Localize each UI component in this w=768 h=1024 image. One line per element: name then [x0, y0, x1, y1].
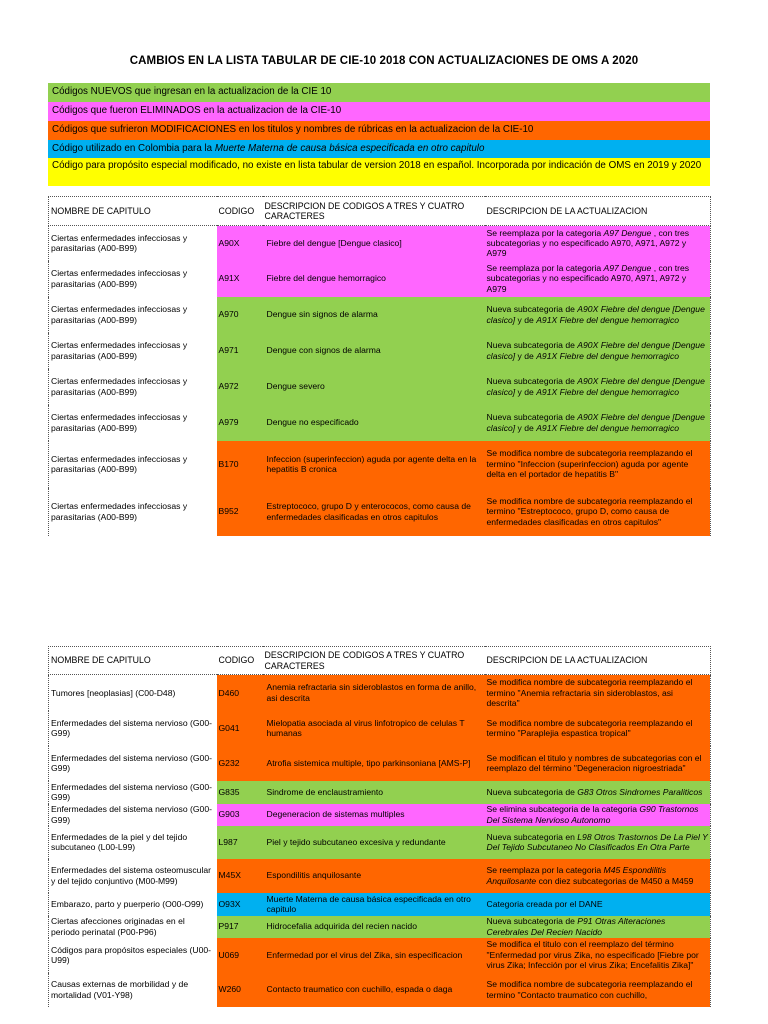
header-description: DESCRIPCION DE CODIGOS A TRES Y CUATRO CARACTERES	[263, 197, 485, 226]
code-cell: G041	[217, 711, 263, 746]
table-row	[49, 297, 711, 333]
legend-new-codes: Códigos NUEVOS que ingresan en la actualizacion de la CIE 10	[48, 83, 710, 102]
description-cell: Degeneracion de sistemas multiples	[263, 804, 485, 826]
page-title: CAMBIOS EN LA LISTA TABULAR DE CIE-10 2018 CON ACTUALIZACIONES DE OMS A 2020	[129, 55, 639, 67]
table-row	[49, 859, 711, 893]
table-row	[49, 826, 711, 859]
chapter-cell: Enfermedades del sistema nervioso (G00-G99)	[49, 804, 217, 826]
description-cell: Enfermedad por el virus del Zika, sin especificacion	[263, 938, 485, 973]
chapter-cell: Tumores [neoplasias] (C00-D48)	[49, 675, 217, 711]
legend-modified-codes: Códigos que sufrieron MODIFICACIONES en los titulos y nombres de rúbricas en la actualizacion de la CIE-10	[48, 121, 710, 140]
code-cell: G232	[217, 746, 263, 781]
code-cell: G903	[217, 804, 263, 826]
update-cell: Se modifica nombre de subcategoria reemplazando el termino "Contacto traumatico con cuchillo,	[485, 973, 711, 1007]
table-row	[49, 226, 711, 261]
table-row	[49, 781, 711, 804]
chapter-cell: Ciertas enfermedades infecciosas y parasitarias (A00-B99)	[49, 369, 217, 405]
code-cell: B170	[217, 441, 263, 488]
table-row	[49, 261, 711, 297]
table-row	[49, 333, 711, 369]
description-cell: Sindrome de enclaustramiento	[263, 781, 485, 804]
chapter-cell: Códigos para propósitos especiales (U00-U99)	[49, 938, 217, 973]
table-row	[49, 675, 711, 711]
header-code: CODIGO	[217, 647, 263, 675]
chapter-cell: Enfermedades del sistema nervioso (G00-G99)	[49, 746, 217, 781]
header-code: CODIGO	[217, 197, 263, 226]
chapter-cell: Ciertas enfermedades infecciosas y parasitarias (A00-B99)	[49, 261, 217, 297]
color-legend	[48, 83, 710, 186]
chapter-cell: Ciertas enfermedades infecciosas y parasitarias (A00-B99)	[49, 226, 217, 261]
table-row	[49, 916, 711, 938]
update-cell: Nueva subcategoria de A90X Fiebre del dengue [Dengue clasico] y de A91X Fiebre del dengue hemorragico	[485, 405, 711, 441]
description-cell: Dengue con signos de alarma	[263, 333, 485, 369]
table-row	[49, 405, 711, 441]
chapter-cell: Ciertas enfermedades infecciosas y parasitarias (A00-B99)	[49, 441, 217, 488]
update-cell: Nueva subcategoria de A90X Fiebre del dengue [Dengue clasico] y de A91X Fiebre del dengue hemorragico	[485, 369, 711, 405]
legend-deleted-codes: Códigos que fueron ELIMINADOS en la actualizacion de la CIE-10	[48, 102, 710, 121]
chapter-cell: Embarazo, parto y puerperio (O00-O99)	[49, 893, 217, 916]
description-cell: Espondilitis anquilosante	[263, 859, 485, 893]
description-cell: Contacto traumatico con cuchillo, espada o daga	[263, 973, 485, 1007]
table-row	[49, 973, 711, 1007]
update-cell: Se modifican el titulo y nombres de subcategorias con el reemplazo del término "Degeneracion nigroestriada"	[485, 746, 711, 781]
description-cell: Estreptococo, grupo D y enterococos, como causa de enfermedades clasificadas en otros capitulos	[263, 488, 485, 536]
code-cell: M45X	[217, 859, 263, 893]
table-row	[49, 441, 711, 488]
header-description: DESCRIPCION DE CODIGOS A TRES Y CUATRO CARACTERES	[263, 647, 485, 675]
description-cell: Fiebre del dengue hemorragico	[263, 261, 485, 297]
update-cell: Nueva subcategoria de G83 Otros Sindromes Paraliticos	[485, 781, 711, 804]
code-cell: B952	[217, 488, 263, 536]
table-header-row	[49, 197, 711, 226]
description-cell: Dengue sin signos de alarma	[263, 297, 485, 333]
description-cell: Dengue severo	[263, 369, 485, 405]
update-cell: Se modifica nombre de subcategoria reemplazando el termino "Estreptococo, grupo D, como causa de enfermedades clasificadas en otros capitulos"	[485, 488, 711, 536]
table-header-row	[49, 647, 711, 675]
chapter-cell: Ciertas enfermedades infecciosas y parasitarias (A00-B99)	[49, 297, 217, 333]
code-cell: A971	[217, 333, 263, 369]
changes-table-1	[48, 196, 711, 536]
header-chapter: NOMBRE DE CAPITULO	[49, 197, 217, 226]
update-cell: Se reemplaza por la categoria M45 Espondilitis Anquilosante con diez subcategorias de M450 a M459	[485, 859, 711, 893]
chapter-cell: Ciertas enfermedades infecciosas y parasitarias (A00-B99)	[49, 488, 217, 536]
table-row	[49, 488, 711, 536]
update-cell: Nueva subcategoria de A90X Fiebre del dengue [Dengue clasico] y de A91X Fiebre del dengue hemorragico	[485, 297, 711, 333]
code-cell: A90X	[217, 226, 263, 261]
update-cell: Categoria creada por el DANE	[485, 893, 711, 916]
description-cell: Piel y tejido subcutaneo excesiva y redundante	[263, 826, 485, 859]
table-row	[49, 893, 711, 916]
table-row	[49, 746, 711, 781]
description-cell: Fiebre del dengue [Dengue clasico]	[263, 226, 485, 261]
table-row	[49, 804, 711, 826]
update-cell: Nueva subcategoria de A90X Fiebre del dengue [Dengue clasico] y de A91X Fiebre del dengue hemorragico	[485, 333, 711, 369]
header-update: DESCRIPCION DE LA ACTUALIZACION	[485, 647, 711, 675]
description-cell: Dengue no especificado	[263, 405, 485, 441]
table-row	[49, 711, 711, 746]
code-cell: A91X	[217, 261, 263, 297]
chapter-cell: Ciertas enfermedades infecciosas y parasitarias (A00-B99)	[49, 333, 217, 369]
table-row	[49, 369, 711, 405]
changes-table-2	[48, 646, 711, 1007]
legend-colombia-code: Código utilizado en Colombia para la Muerte Materna de causa básica especificada en otro capitulo	[48, 140, 710, 158]
chapter-cell: Enfermedades del sistema nervioso (G00-G99)	[49, 781, 217, 804]
description-cell: Atrofia sistemica multiple, tipo parkinsoniana [AMS-P]	[263, 746, 485, 781]
description-cell: Muerte Materna de causa básica especificada en otro capitulo	[263, 893, 485, 916]
code-cell: L987	[217, 826, 263, 859]
update-cell: Se modifica nombre de subcategoria reemplazando el termino "Anemia refractaria sin sideroblastos, asi descrita"	[485, 675, 711, 711]
update-cell: Se modifica el titulo con el reemplazo del término "Enfermedad por virus Zika, no especificado [Fiebre por virus Zika; Infección por el virus Zika; Encefalitis Zika]"	[485, 938, 711, 973]
code-cell: U069	[217, 938, 263, 973]
chapter-cell: Ciertas enfermedades infecciosas y parasitarias (A00-B99)	[49, 405, 217, 441]
chapter-cell: Enfermedades del sistema nervioso (G00-G99)	[49, 711, 217, 746]
table-row	[49, 938, 711, 973]
header-update: DESCRIPCION DE LA ACTUALIZACION	[485, 197, 711, 226]
description-cell: Anemia refractaria sin sideroblastos en forma de anillo, asi descrita	[263, 675, 485, 711]
update-cell: Se reemplaza por la categoria A97 Dengue , con tres subcategorias y no especificado A970, A971, A972 y A979	[485, 226, 711, 261]
update-cell: Se modifica nombre de subcategoria reemplazando el termino "Paraplejia espastica tropical"	[485, 711, 711, 746]
code-cell: D460	[217, 675, 263, 711]
code-cell: G835	[217, 781, 263, 804]
code-cell: P917	[217, 916, 263, 938]
code-cell: A972	[217, 369, 263, 405]
update-cell: Se modifica nombre de subcategoria reemplazando el termino "Infeccion (superinfeccion) aguda por agente delta en el portador de hepatitis B"	[485, 441, 711, 488]
description-cell: Infeccion (superinfeccion) aguda por agente delta en la hepatitis B cronica	[263, 441, 485, 488]
code-cell: O93X	[217, 893, 263, 916]
update-cell: Se elimina subcategoria de la categoria G90 Trastornos Del Sistema Nervioso Autonomo	[485, 804, 711, 826]
code-cell: W260	[217, 973, 263, 1007]
code-cell: A970	[217, 297, 263, 333]
description-cell: Hidrocefalia adquirida del recien nacido	[263, 916, 485, 938]
chapter-cell: Enfermedades de la piel y del tejido subcutaneo (L00-L99)	[49, 826, 217, 859]
chapter-cell: Enfermedades del sistema osteomuscular y del tejido conjuntivo (M00-M99)	[49, 859, 217, 893]
update-cell: Nueva subcategoria en L98 Otros Trastornos De La Piel Y Del Tejido Subcutaneo No Clasificados En Otra Parte	[485, 826, 711, 859]
legend-special-purpose-code: Código para propósito especial modificado, no existe en lista tabular de version 2018 en español. Incorporada por indicación de OMS en 2019 y 2020	[48, 158, 710, 186]
chapter-cell: Causas externas de morbilidad y de mortalidad (V01-Y98)	[49, 973, 217, 1007]
description-cell: Mielopatia asociada al virus linfotropico de celulas T humanas	[263, 711, 485, 746]
update-cell: Se reemplaza por la categoria A97 Dengue , con tres subcategorias y no especificado A970, A971, A972 y A979	[485, 261, 711, 297]
code-cell: A979	[217, 405, 263, 441]
header-chapter: NOMBRE DE CAPITULO	[49, 647, 217, 675]
update-cell: Nueva subcategoria de P91 Otras Alteraciones Cerebrales Del Recien Nacido	[485, 916, 711, 938]
chapter-cell: Ciertas afecciones originadas en el periodo perinatal (P00-P96)	[49, 916, 217, 938]
